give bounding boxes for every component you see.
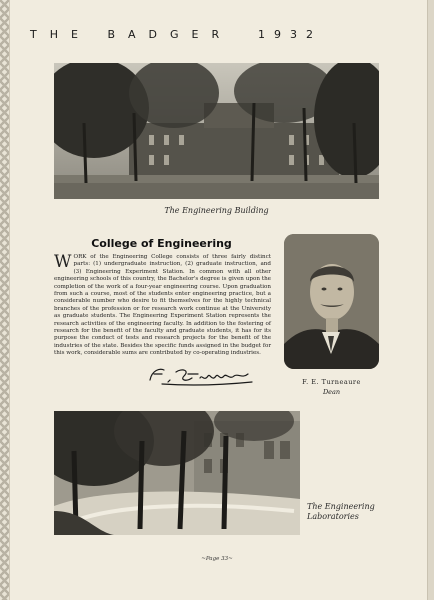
running-header: THE BADGER [30,28,233,41]
section-heading: College of Engineering [91,237,232,250]
engineering-building-photo [54,63,379,199]
page-number: ~Page 33~ [201,556,233,562]
portrait-role: Dean [322,388,341,396]
decorative-left-border [0,0,10,600]
engineering-laboratories-photo [54,411,300,535]
drop-cap: W [54,252,72,272]
article-paragraph: ORK of the Engineering College consists of three fairly distinct parts: (1) undergraduate instruction, (2) graduate instruction, and (3) Engineering Experiment Station. In common with all other engineering schools of this country, the Bachelor's degree is given upon the completion of the work of a four-year engineering course. Upon graduation from such a course, most of the students enter engineering practice, but a considerable number who desire to fit themselves for the highly technical branches of the profession or for research work continue at the University as graduate students. The Engineering Experiment Station represents the research activities of the engineering faculty. In addition to the fostering of research for the benefit of the faculty and graduate students, it has for its purpose the conduct of tests and research projects for the benefit of the industries of the state. Besides the specific funds assigned in the budget for this work, considerable sums are contributed by co-operating industries. [54,254,271,357]
signature [142,364,262,388]
page-edge-right [427,0,434,600]
dean-portrait [284,234,379,369]
running-header-year: 1932 [258,28,322,41]
portrait-name: F. E. Turneaure [302,378,361,386]
engineering-building-caption: The Engineering Building [164,206,269,215]
engineering-laboratories-caption: The Engineering Laboratories [307,502,375,521]
article-body [54,254,271,358]
